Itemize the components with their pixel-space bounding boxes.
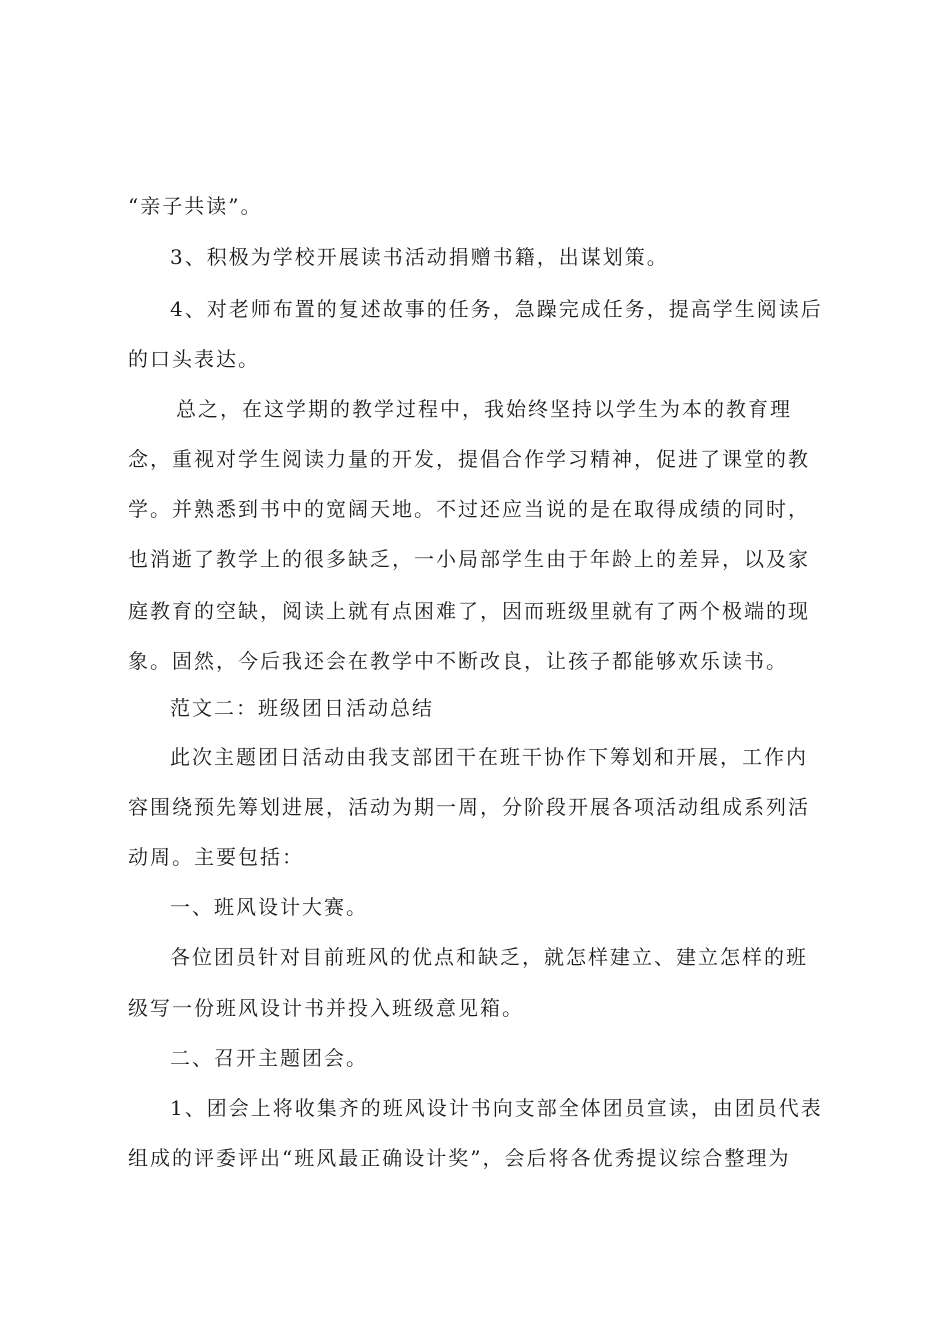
text-line: 学。并熟悉到书中的宽阔天地。不过还应当说的是在取得成绩的同时， [128, 497, 810, 521]
text-line: 组成的评委评出“班风最正确设计奖”，会后将各优秀提议综合整理为 [128, 1146, 791, 1170]
text-line: 3、积极为学校开展读书活动捐赠书籍，出谋划策。 [170, 245, 669, 269]
text-line: 的口头表达。 [128, 347, 260, 371]
text-line: 级写一份班风设计书并投入班级意见箱。 [128, 996, 524, 1020]
text-line: 4、对老师布置的复述故事的任务，急躁完成任务，提高学生阅读后 [170, 297, 823, 321]
text-line: 容围绕预先筹划进展，活动为期一周，分阶段开展各项活动组成系列活 [128, 795, 810, 819]
text-line: 庭教育的空缺，阅读上就有点困难了，因而班级里就有了两个极端的现 [128, 599, 810, 623]
text-line: 1、团会上将收集齐的班风设计书向支部全体团员宣读，由团员代表 [170, 1096, 823, 1120]
text-line: “亲子共读”。 [128, 194, 263, 218]
text-line: 二、召开主题团会。 [170, 1046, 368, 1070]
text-line: 动周。主要包括： [128, 845, 304, 869]
text-line: 总之，在这学期的教学过程中，我始终坚持以学生为本的教育理 [176, 397, 792, 421]
text-line: 各位团员针对目前班风的优点和缺乏，就怎样建立、建立怎样的班 [170, 945, 808, 969]
text-line: 象。固然，今后我还会在教学中不断改良，让孩子都能够欢乐读书。 [128, 649, 788, 673]
text-line: 念，重视对学生阅读力量的开发，提倡合作学习精神，促进了课堂的教 [128, 447, 810, 471]
text-line: 也消逝了教学上的很多缺乏，一小局部学生由于年龄上的差异，以及家 [128, 547, 810, 571]
text-line: 此次主题团日活动由我支部团干在班干协作下筹划和开展，工作内 [170, 745, 808, 769]
text-line: 一、班风设计大赛。 [170, 895, 368, 919]
section-heading: 范文二：班级团日活动总结 [170, 696, 434, 720]
